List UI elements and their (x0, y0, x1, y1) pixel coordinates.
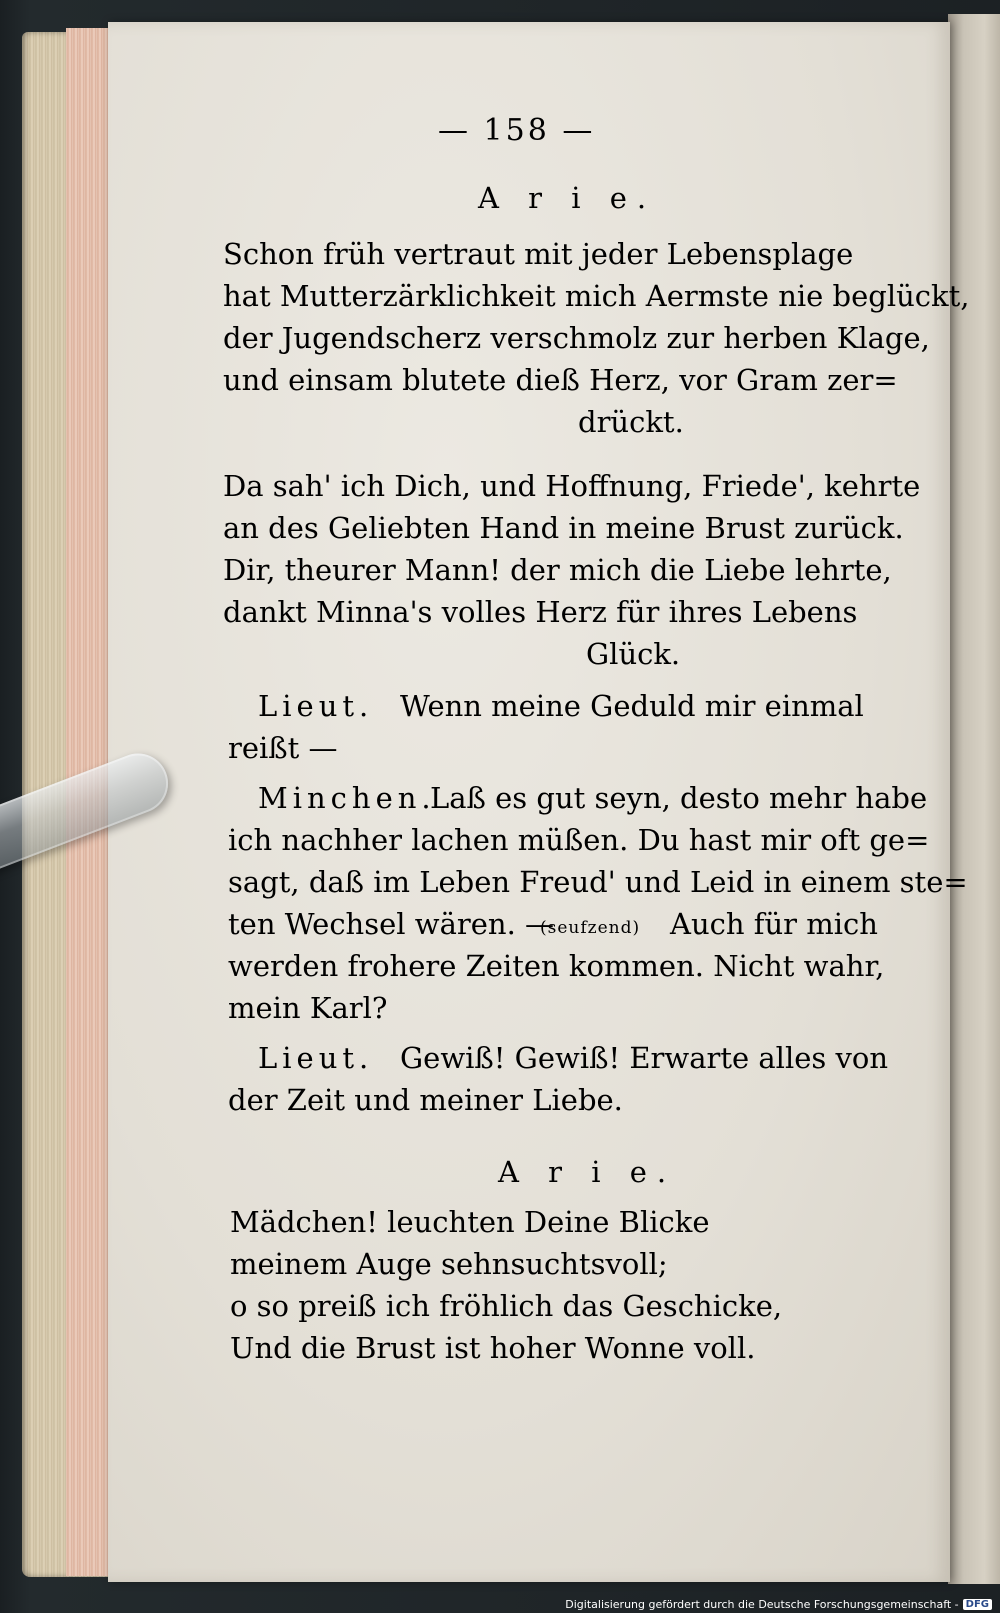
text-line: und einsam blutete dieß Herz, vor Gram zer= (223, 363, 898, 397)
dfg-logo: DFG (963, 1599, 992, 1610)
text-line: Und die Brust ist hoher Wonne voll. (230, 1331, 756, 1365)
text-line: o so preiß ich fröhlich das Geschicke, (230, 1289, 783, 1323)
adjacent-page-edge (948, 14, 1000, 1584)
section-heading: A r i e. (498, 1155, 677, 1189)
text-line: Wenn meine Geduld mir einmal (400, 689, 864, 723)
text-line: meinem Auge sehnsuchtsvoll; (230, 1247, 668, 1281)
text-line: an des Geliebten Hand in meine Brust zurück. (223, 511, 904, 545)
text-line: mein Karl? (228, 991, 388, 1025)
text-line: hat Mutterzärklichkeit mich Aermste nie beglückt, (223, 279, 970, 313)
text-line: Laß es gut seyn, desto mehr habe (430, 781, 928, 815)
text-line: reißt — (228, 731, 338, 765)
credit-text: Digitalisierung gefördert durch die Deutsche Forschungsgemeinschaft - (565, 1598, 959, 1611)
text-line: Auch für mich (670, 907, 878, 941)
text-line: Da sah' ich Dich, und Hoffnung, Friede', kehrte (223, 469, 921, 503)
text-line: sagt, daß im Leben Freud' und Leid in einem ste= (228, 865, 968, 899)
speaker-label: Minchen. (258, 781, 436, 815)
text-line: dankt Minna's volles Herz für ihres Lebens (223, 595, 858, 629)
text-line: der Zeit und meiner Liebe. (228, 1083, 623, 1117)
text-line: Glück. (586, 637, 681, 671)
text-line: ich nachher lachen müßen. Du hast mir oft ge= (228, 823, 930, 857)
speaker-label: Lieut. (258, 1041, 374, 1075)
text-line: ten Wechsel wären. — (228, 907, 555, 941)
text-line: Gewiß! Gewiß! Erwarte alles von (400, 1041, 889, 1075)
text-line: der Jugendscherz verschmolz zur herben Klage, (223, 321, 930, 355)
book-page (108, 22, 970, 1582)
text-line: Mädchen! leuchten Deine Blicke (230, 1205, 710, 1239)
text-line: Schon früh vertraut mit jeder Lebensplage (223, 237, 854, 271)
page-number: — 158 — (438, 113, 596, 148)
text-line: werden frohere Zeiten kommen. Nicht wahr, (228, 949, 885, 983)
text-line: drückt. (578, 405, 684, 439)
text-line: Dir, theurer Mann! der mich die Liebe lehrte, (223, 553, 892, 587)
digitization-credit (565, 1598, 992, 1611)
stage-direction: (seufzend) (540, 918, 641, 938)
speaker-label: Lieut. (258, 689, 374, 723)
section-heading: A r i e. (478, 181, 657, 215)
